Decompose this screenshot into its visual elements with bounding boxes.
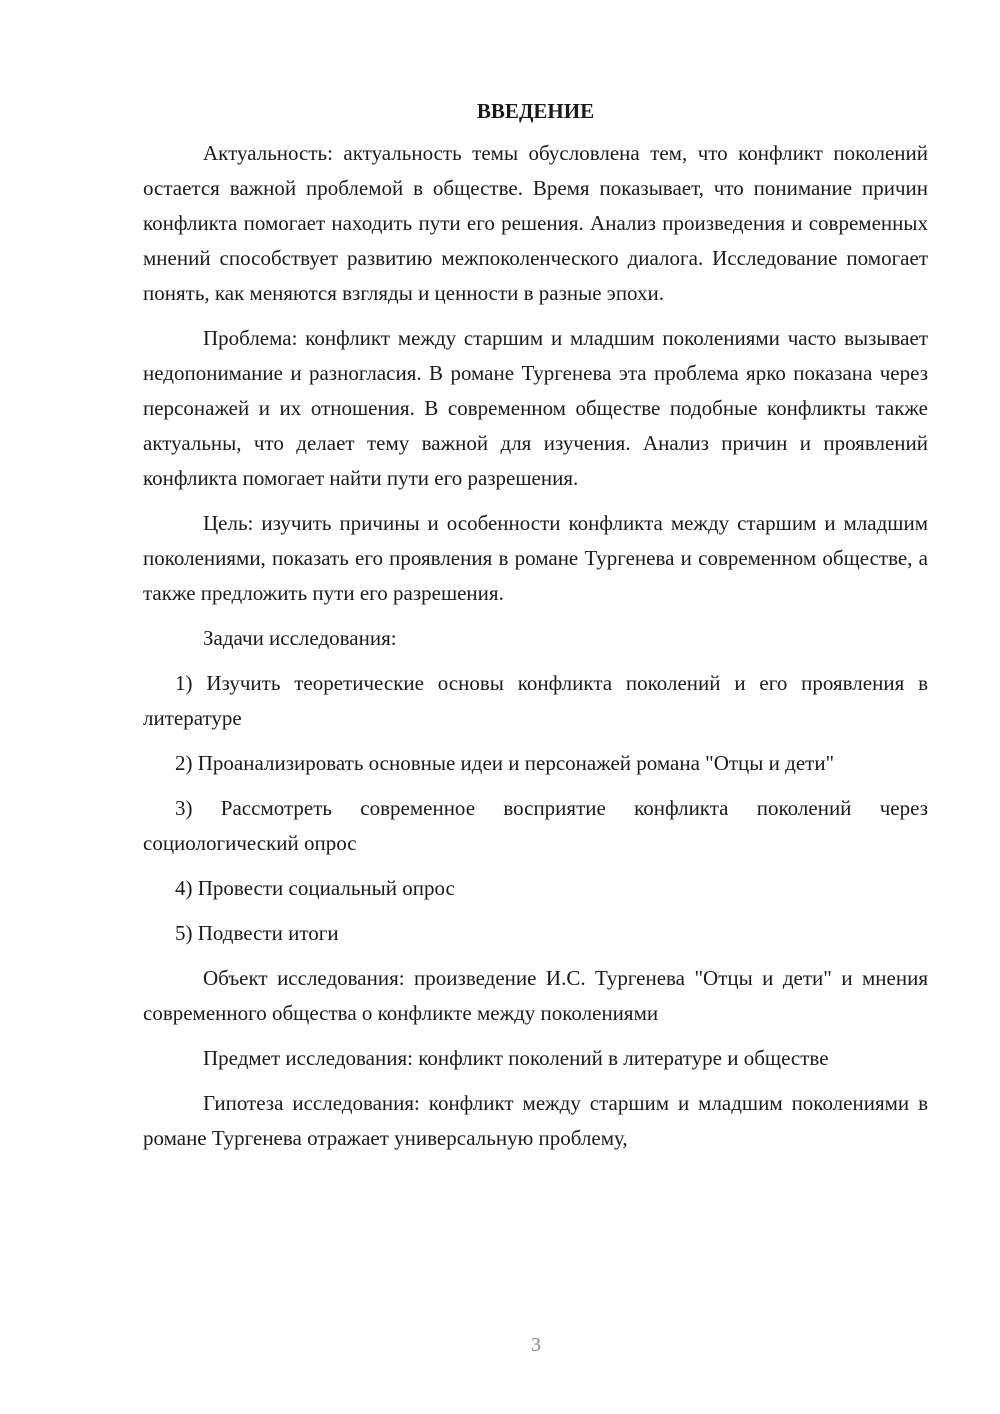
page-number: 3 bbox=[531, 1334, 541, 1356]
tasks-heading: Задачи исследования: bbox=[203, 626, 397, 650]
list-item: 1) Изучить теоретические основы конфликта поколений и его проявления в литературе bbox=[143, 671, 928, 730]
paragraph-object: Объект исследования: произведение И.С. Тургенева "Отцы и дети" и мнения современного общества о конфликте между поколениями bbox=[143, 966, 928, 1025]
paragraph-goal: Цель: изучить причины и особенности конфликта между старшим и младшим поколениями, показать его проявления в романе Тургенева и современном обществе, а также предложить пути его разрешения. bbox=[143, 511, 928, 605]
paragraph-subject: Предмет исследования: конфликт поколений в литературе и обществе bbox=[203, 1046, 829, 1070]
list-item: 3) Рассмотреть современное восприятие конфликта поколений через социологический опрос bbox=[143, 796, 928, 855]
section-heading: ВВЕДЕНИЕ bbox=[476, 99, 595, 123]
list-item: 5) Подвести итоги bbox=[175, 921, 339, 945]
page-content bbox=[143, 96, 928, 1156]
paragraph-relevance: Актуальность: актуальность темы обусловлена тем, что конфликт поколений остается важной проблемой в обществе. Время показывает, что понимание причин конфликта помогает находить пути его решения. Анализ произведения и современных мнений способствует развитию межпоколенческого диалога. Исследование помогает понять, как меняются взгляды и ценности в разные эпохи. bbox=[143, 141, 928, 305]
tasks-list bbox=[143, 666, 928, 951]
list-item: 4) Провести социальный опрос bbox=[175, 876, 455, 900]
paragraph-problem: Проблема: конфликт между старшим и младшим поколениями часто вызывает недопонимание и разногласия. В романе Тургенева эта проблема ярко показана через персонажей и их отношения. В современном обществе подобные конфликты также актуальны, что делает тему важной для изучения. Анализ причин и проявлений конфликта помогает найти пути его разрешения. bbox=[143, 326, 928, 490]
list-item: 2) Проанализировать основные идеи и персонажей романа "Отцы и дети" bbox=[175, 751, 835, 775]
paragraph-hypothesis: Гипотеза исследования: конфликт между старшим и младшим поколениями в романе Тургенева отражает универсальную проблему, bbox=[143, 1091, 928, 1150]
